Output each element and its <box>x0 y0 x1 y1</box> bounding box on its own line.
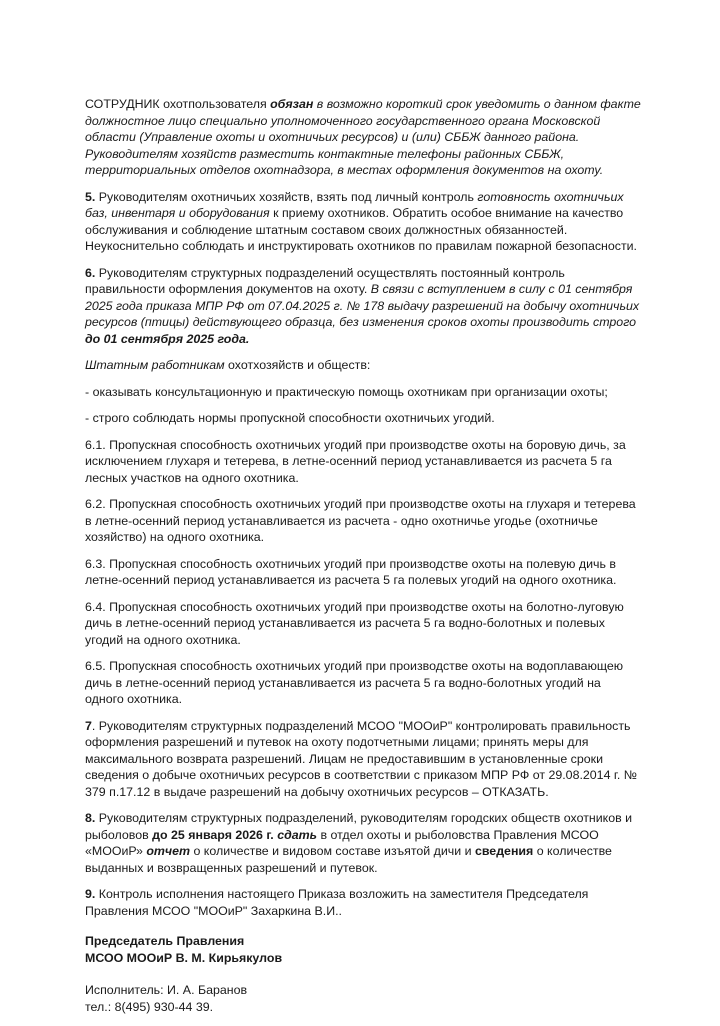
text-run-emphasis: до 01 сентября 2025 года. <box>85 331 250 346</box>
paragraph-6-1: 6.1. Пропускная способность охотничьих угодий при производстве охоты на боровую дичь, за исключением глухаря и тетерева, в летне-осенний период устанавливается из расчета 5 га лесных участков на одного охотника. <box>85 437 626 485</box>
signature-block <box>85 933 641 966</box>
paragraph-employee-duty <box>85 96 641 179</box>
text-run-italic: Штатным работникам <box>85 358 225 372</box>
paragraph-number: 9. <box>85 887 96 901</box>
text-run: СОТРУДНИК охотпользователя <box>85 97 271 111</box>
paragraph-6-2: 6.2. Пропускная способность охотничьих угодий при производстве охоты на глухаря и тетерева в летне-осенний период устанавливается из расчета - одно охотничье угодье (охотничье хозяйство) на одного охотника. <box>85 497 636 544</box>
text-run: о количестве выданных и возвращенных разрешений и путевок. <box>85 844 612 875</box>
text-run-emphasis: сдать <box>277 827 318 842</box>
paragraph-number: 6. <box>85 265 96 280</box>
text-run-emphasis: обязан <box>270 97 314 111</box>
executor-name: Исполнитель: И. А. Баранов <box>85 983 248 997</box>
text-run: в отдел охоты и рыболовства Правления МСОО «МООиР» <box>85 827 599 858</box>
paragraph-number: 8. <box>85 811 96 825</box>
signature-name: МСОО МООиР В. М. Кирьякулов <box>85 950 283 965</box>
paragraph-6-4: 6.4. Пропускная способность охотничьих угодий при производстве охоты на болотно-луговую дичь в летне-осенний период устанавливается из расчета 5 га водно-болотных и полевых угодий на одного охотника. <box>85 599 624 647</box>
text-run: . Руководителям структурных подразделений МСОО "МООиР" контролировать правильность оформления разрешений и путевок на охоту подотчетными лицами; принять меры для максимального возврата разрешений. Лицам не предоставившим в установленные сроки сведения о добыче охотничьих ресурсов в соответствии с приказом МПР РФ от 29.08.2014 г. № 379 п.17.12 в выдаче разрешений на добычу охотничьих ресурсов – ОТКАЗАТЬ. <box>85 718 638 799</box>
paragraph-9 <box>85 886 641 919</box>
paragraph-8 <box>85 810 641 876</box>
text-run: Контроль исполнения настоящего Приказа возложить на заместителя Председателя Правления МСОО "МООиР" Захаркина В.И.. <box>85 887 589 918</box>
text-run: Руководителям структурных подразделений, руководителям городских обществ охотников и рыболовов <box>85 811 633 842</box>
executor-phone: тел.: 8(495) 930-44 39. <box>85 999 214 1014</box>
text-run: к приему охотников. Обратить особое внимание на качество обслуживания и соблюдение штатным составом своих должностных обязанностей. Неукоснительно соблюдать и инструктировать охотников по правилам пожарной безопасности. <box>85 206 638 253</box>
paragraph-5 <box>85 189 641 255</box>
text-run: охотхозяйств и обществ: <box>224 358 371 372</box>
signature-title: Председатель Правления <box>85 934 245 948</box>
text-run-bold: сведения <box>474 844 534 858</box>
bullet-consulting: - оказывать консультационную и практическую помощь охотникам при организации охоты; <box>85 384 608 399</box>
bullet-capacity-norms: - строго соблюдать нормы пропускной способности охотничьих угодий. <box>85 411 495 425</box>
document-page <box>85 96 641 1015</box>
text-run-italic: в возможно короткий срок уведомить о данном факте должностное лицо специально уполномоченного государственного органа Московской области (Управление охоты и охотничьих ресурсов) и (или) СББЖ данного района. Руководителям хозяйств разместить контактные телефоны районных СББЖ, территориальных отделов охотнадзора, в местах оформления документов на охоту. <box>85 97 641 177</box>
text-run-emphasis: отчет <box>146 844 191 858</box>
paragraph-number: 7 <box>85 718 92 733</box>
paragraph-number: 5. <box>85 189 96 204</box>
paragraph-staff <box>85 357 641 374</box>
text-run-deadline: до 25 января 2026 г. <box>152 827 274 842</box>
text-run-italic: В связи с вступлением в силу с 01 сентября 2025 года приказа МПР РФ от 07.04.2025 г. № 178 выдачу разрешений на добычу охотничьих ресурсов (птицы) действующего образца, без изменения сроков охоты производить строго <box>85 282 640 329</box>
text-run-italic: готовность охотничьих баз, инвентаря и оборудования <box>85 189 624 220</box>
text-run: Руководителям охотничьих хозяйств, взять под личный контроль <box>95 189 478 204</box>
paragraph-6-5: 6.5. Пропускная способность охотничьих угодий при производстве охоты на водоплавающею дичь в летне-осенний период устанавливается из расчета 5 га водно-болотных угодий на одного охотника. <box>85 659 624 706</box>
paragraph-7 <box>85 718 641 801</box>
text-run: о количестве и видовом составе изъятой дичи и <box>190 844 475 858</box>
contact-block <box>85 982 641 1015</box>
paragraph-6 <box>85 265 641 348</box>
paragraph-6-3: 6.3. Пропускная способность охотничьих угодий при производстве охоты на полевую дичь в летне-осенний период устанавливается из расчета 5 га полевых угодий на одного охотника. <box>85 556 617 587</box>
text-run: Руководителям структурных подразделений осуществлять постоянный контроль правильности оформления документов на охоту. <box>85 265 565 296</box>
